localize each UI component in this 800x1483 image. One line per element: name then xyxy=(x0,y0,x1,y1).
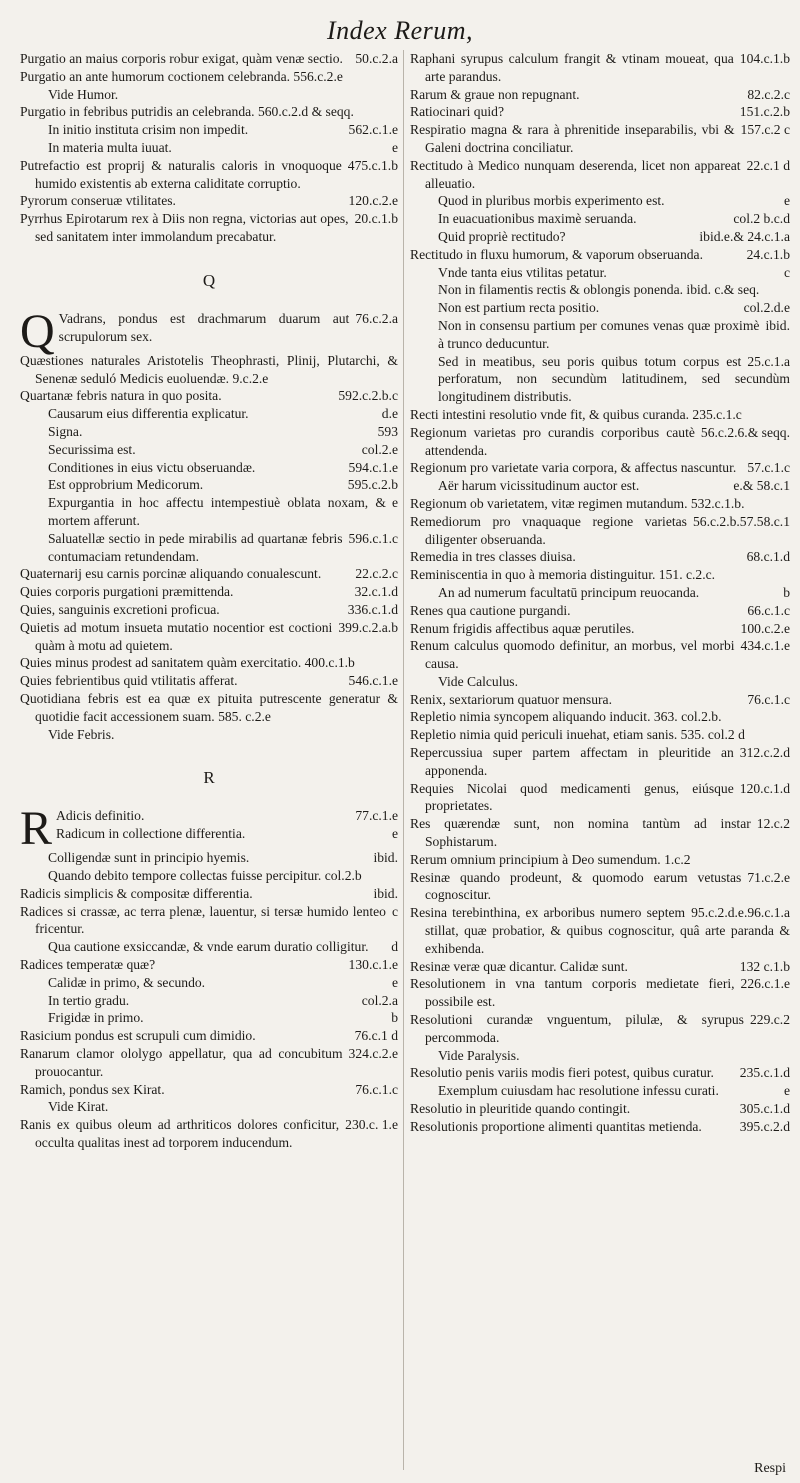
index-subentry xyxy=(410,264,790,282)
entry-ref: d.e xyxy=(381,406,398,422)
entry-text: Exemplum cuiusdam hac resolutione infessu curati. xyxy=(438,1083,719,1099)
entry-text: Resinæ quando prodeunt, & quomodo earum vetustas cognoscitur. xyxy=(410,869,742,903)
index-subentry xyxy=(410,299,790,317)
entry-ref: 226.c.1.e xyxy=(740,976,790,992)
entry-ref: 120.c.2.e xyxy=(348,193,398,209)
entry-text: In initio instituta crisim non impedit. xyxy=(48,122,249,138)
index-entry xyxy=(410,975,790,1011)
entry-text: Remediorum pro vnaquaque regione varietas diligenter obseruanda. xyxy=(410,513,687,547)
entry-text: Vide Febris. xyxy=(48,726,115,742)
entry-ref: col.2.d.e xyxy=(743,300,790,316)
entry-text: Ratiocinari quid? xyxy=(410,104,504,120)
entry-text: Res quærendæ sunt, non nomina tantùm ad instar Sophistarum. xyxy=(410,816,751,850)
entry-ref: 22.c.2.c xyxy=(355,566,398,582)
entry-ref: 594.c.1.e xyxy=(348,459,398,475)
entry-ref: 76.c.1.c xyxy=(355,1081,398,1097)
entry-ref: 68.c.1.d xyxy=(746,549,790,565)
entry-text: Aër harum vicissitudinum auctor est. xyxy=(438,478,640,494)
entry-ref: e xyxy=(391,139,398,155)
entry-text: Frigidæ in primo. xyxy=(48,1010,144,1026)
index-entry xyxy=(410,86,790,104)
index-entry xyxy=(20,601,398,619)
index-entry xyxy=(20,1116,398,1152)
entry-text: In materia multa iuuat. xyxy=(48,139,172,155)
entry-text: Radicis simplicis & compositæ differentia. xyxy=(20,885,253,901)
entry-ref: 100.c.2.e xyxy=(740,620,790,636)
index-entry xyxy=(20,192,398,210)
entry-ref: 592.c.2.b.c xyxy=(338,388,398,404)
entry-ref: e xyxy=(391,826,398,842)
index-entry xyxy=(410,406,790,424)
entry-ref: 120.c.1.d xyxy=(739,780,790,796)
entry-text: Quando debito tempore collectas fuisse percipitur. col.2.b xyxy=(48,868,362,884)
entry-text: Requies Nicolai quod medicamenti genus, eiúsque proprietates. xyxy=(410,780,734,814)
entry-ref: 595.c.2.b xyxy=(347,477,398,493)
index-subentry xyxy=(410,1047,790,1065)
entry-text: Quies minus prodest ad sanitatem quàm exercitatio. 400.c.1.b xyxy=(20,655,355,671)
entry-ref: 546.c.1.e xyxy=(348,673,398,689)
entry-text: Quid propriè rectitudo? xyxy=(438,228,566,244)
index-subentry xyxy=(20,494,398,530)
entry-ref: e xyxy=(391,495,398,511)
entry-text: Renum frigidis affectibus aquæ perutiles. xyxy=(410,620,635,636)
index-subentry xyxy=(410,210,790,228)
index-subentry xyxy=(20,459,398,477)
entry-text: Rectitudo à Medico nunquam deserenda, licet non appareat alleuatio. xyxy=(410,157,741,191)
entry-ref: 20.c.1.b xyxy=(354,211,398,227)
catchword: Respi xyxy=(754,1461,786,1476)
index-subentry xyxy=(20,441,398,459)
entry-text: Securissima est. xyxy=(48,441,136,457)
entry-text: Vadrans, pondus est drachmarum duarum aut scrupulorum sex. xyxy=(58,310,350,344)
index-entry xyxy=(410,602,790,620)
index-entry xyxy=(20,103,398,121)
index-entry xyxy=(20,885,398,903)
entry-text: Signa. xyxy=(48,423,83,439)
entry-text: Sed in meatibus, seu poris quibus totum corpus est perforatum, non secundùm latitudinem, sed secundùm longitudinem distributis. xyxy=(438,353,790,405)
entry-ref: 76.c.1 d xyxy=(354,1028,398,1044)
entry-ref: e.& 58.c.1 xyxy=(733,478,790,494)
entry-text: Quod in pluribus morbis experimento est. xyxy=(438,193,665,209)
entry-ref: 95.c.2.d.e.96.c.1.a xyxy=(691,905,790,921)
drop-cap-q: Q xyxy=(20,304,55,358)
index-subentry xyxy=(20,867,398,885)
entry-text: Recti intestini resolutio vnde fit, & quibus curanda. 235.c.1.c xyxy=(410,406,742,422)
entry-text: Respiratio magna & rara à phrenitide inseparabilis, vbi & Galeni doctrina conciliatur. xyxy=(410,122,735,155)
index-entry xyxy=(20,157,398,193)
entry-text: Renes qua cautione purgandi. xyxy=(410,602,571,618)
entry-text: Repercussiua super partem affectam in pleuritide an apponenda. xyxy=(410,745,734,778)
entry-text: Conditiones in eius victu obseruandæ. xyxy=(48,459,256,475)
entry-text: Colligendæ sunt in principio hyemis. xyxy=(48,850,250,866)
drop-cap-r: R xyxy=(20,802,53,856)
entry-ref: 434.c.1.e xyxy=(740,638,790,654)
entry-text: Vide Calculus. xyxy=(438,673,518,689)
entry-text: Renix, sextariorum quatuor mensura. xyxy=(410,691,612,707)
entry-text: An ad numerum facultatū principum reuocanda. xyxy=(438,584,700,600)
index-entry xyxy=(20,304,398,358)
entry-text: Quies corporis purgationi præmittenda. xyxy=(20,584,234,600)
index-subentry xyxy=(410,353,790,406)
index-subentry xyxy=(410,1082,790,1100)
entry-ref: col.2.a xyxy=(361,992,398,1008)
entry-text: Quaternarij esu carnis porcinæ aliquando conualescunt. xyxy=(20,566,322,582)
index-subentry xyxy=(410,317,790,353)
entry-text: Vide Paralysis. xyxy=(438,1047,520,1063)
entry-text: Rarum & graue non repugnant. xyxy=(410,86,580,102)
entry-ref: 235.c.1.d xyxy=(739,1065,790,1081)
index-entry xyxy=(410,744,790,780)
index-subentry xyxy=(410,477,790,495)
index-entry xyxy=(410,637,790,673)
index-entry xyxy=(20,1081,398,1099)
entry-text: Quies febrientibus quid vtilitatis afferat. xyxy=(20,673,238,689)
entry-ref: e xyxy=(783,193,790,209)
index-entry xyxy=(410,424,790,460)
entry-text: Quæstiones naturales Aristotelis Theophrasti, Plinij, Plutarchi, & Senenæ seduló Medicis euoluendæ. 9.c.2.e xyxy=(20,352,398,386)
index-entry xyxy=(410,620,790,638)
index-entry xyxy=(20,619,398,655)
index-entry xyxy=(410,103,790,121)
index-subentry xyxy=(20,825,398,849)
entry-text: Reminiscentia in quo à memoria distinguitur. 151. c.2.c. xyxy=(410,567,716,583)
entry-text: Regionum varietas pro curandis corporibus cautè attendenda. xyxy=(410,424,695,458)
index-entry xyxy=(410,1011,790,1047)
entry-ref: 66.c.1.c xyxy=(747,602,790,618)
index-subentry xyxy=(20,530,398,566)
entry-ref: 24.c.1.b xyxy=(746,246,790,262)
entry-ref: 230.c. 1.e xyxy=(345,1117,398,1133)
index-entry xyxy=(20,352,398,388)
entry-ref: 312.c.2.d xyxy=(739,745,790,761)
entry-text: Purgatio an maius corporis robur exigat, quàm venæ sectio. xyxy=(20,51,343,66)
index-entry xyxy=(410,513,790,549)
index-entry xyxy=(410,246,790,264)
entry-text: Resolutionis proportione alimenti quantitas metienda. xyxy=(410,1118,702,1134)
index-entry xyxy=(410,691,790,709)
entry-text: Renum calculus quomodo definitur, an morbus, vel morbi causa. xyxy=(410,638,735,672)
index-entry xyxy=(410,1118,790,1136)
entry-text: Repletio nimia quid periculi inuehat, etiam sanis. 535. col.2 d xyxy=(410,727,745,743)
entry-text: Resolutio penis variis modis fieri potest, quibus curatur. xyxy=(410,1065,714,1081)
index-subentry xyxy=(20,476,398,494)
entry-ref: 32.c.1.d xyxy=(354,584,398,600)
index-subentry xyxy=(20,1009,398,1027)
index-subentry xyxy=(20,726,398,744)
entry-ref: 130.c.1.e xyxy=(348,957,398,973)
index-subentry xyxy=(410,192,790,210)
entry-text: Ranarum clamor ololygo appellatur, qua ad concubitum prouocantur. xyxy=(20,1046,343,1079)
entry-text: Pyrrhus Epirotarum rex à Diis non regna, victorias aut opes, sed sanitatem inter immolandum precabatur. xyxy=(20,211,349,244)
index-subentry xyxy=(20,974,398,992)
entry-ref: 77.c.1.e xyxy=(355,808,398,824)
right-column xyxy=(410,50,790,1136)
entry-text: Quietis ad motum insueta mutatio nocentior est coctioni quàm à motu ad quietem. xyxy=(20,619,333,653)
entry-ref: d xyxy=(391,939,398,955)
entry-ref: b xyxy=(391,1010,398,1026)
index-entry xyxy=(20,1045,398,1081)
index-subentry xyxy=(410,584,790,602)
entry-ref: 22.c.1 d xyxy=(746,157,790,173)
index-entry xyxy=(410,780,790,816)
index-entry xyxy=(410,50,790,86)
index-entry xyxy=(20,583,398,601)
entry-ref: e xyxy=(783,1083,790,1099)
entry-text: Expurgantia in hoc affectu intempestiuè oblata noxam, & mortem afferunt. xyxy=(48,495,386,528)
section-heading-r: R xyxy=(203,768,215,788)
entry-text: Radices si crassæ, ac terra plenæ, lauentur, si tersæ humido lenteo fricentur. xyxy=(20,903,386,937)
index-entry xyxy=(20,387,398,405)
entry-ref: ibid. xyxy=(765,317,790,333)
entry-ref: 324.c.2.e xyxy=(348,1046,398,1062)
entry-ref: 305.c.1.d xyxy=(739,1101,790,1117)
entries-r-right xyxy=(410,50,790,1136)
entry-ref: 336.c.1.d xyxy=(347,601,398,617)
entry-text: Vide Humor. xyxy=(48,86,119,102)
entry-ref: b xyxy=(783,584,790,600)
entry-text: Resina terebinthina, ex arboribus numero septem stillat, quæ probatior, & quibus cognoscitur, quâ arte paranda & exhibenda. xyxy=(410,905,790,956)
entry-ref: ibid. xyxy=(373,885,398,901)
index-subentry xyxy=(20,405,398,423)
entry-ref: 56.c.2.b.57.58.c.1 xyxy=(692,513,790,529)
index-entry xyxy=(410,495,790,513)
entry-ref: 132 c.1.b xyxy=(739,958,790,974)
index-entry xyxy=(410,708,790,726)
left-column xyxy=(20,50,398,1152)
entry-ref: 12.c.2 xyxy=(756,816,790,832)
index-entry xyxy=(20,956,398,974)
index-entry xyxy=(410,121,790,157)
index-entry xyxy=(410,815,790,851)
index-entry xyxy=(20,654,398,672)
entry-text: In euacuationibus maximè seruanda. xyxy=(438,211,637,227)
index-subentry xyxy=(20,1098,398,1116)
entry-text: Resolutioni curandæ vnguentum, pilulæ, & syrupus percommoda. xyxy=(410,1012,744,1045)
entry-ref: c xyxy=(391,903,398,919)
entry-ref: 104.c.1.b xyxy=(739,51,790,66)
entry-text: Purgatio in febribus putridis an celebranda. 560.c.2.d & seqq. xyxy=(20,104,354,120)
entries-r xyxy=(20,825,398,1152)
index-entry xyxy=(20,68,398,86)
entry-ref: col.2.e xyxy=(361,441,398,457)
index-subentry xyxy=(20,938,398,956)
index-entry xyxy=(410,1064,790,1082)
index-entry xyxy=(20,50,398,68)
index-subentry xyxy=(410,228,790,246)
entry-ref: 475.c.1.b xyxy=(347,157,398,173)
index-entry xyxy=(410,157,790,193)
index-subentry xyxy=(20,849,398,867)
index-entry xyxy=(410,904,790,957)
entry-text: Causarum eius differentia explicatur. xyxy=(48,406,249,422)
entries-p xyxy=(20,50,398,246)
entry-ref: 157.c.2 c xyxy=(740,122,790,138)
entry-text: Adicis definitio. xyxy=(56,808,145,824)
index-entry xyxy=(410,1100,790,1118)
entry-text: Rerum omnium principium à Deo sumendum. 1.c.2 xyxy=(410,851,691,867)
entry-ref: 25.c.1.a xyxy=(747,353,790,369)
entry-text: Repletio nimia syncopem aliquando inducit. 363. col.2.b. xyxy=(410,709,722,725)
entry-text: Non in filamentis rectis & oblongis ponenda. ibid. c.& seq. xyxy=(438,282,760,298)
index-entry xyxy=(410,851,790,869)
entry-text: Putrefactio est proprij & naturalis caloris in vnoquoque humido existentis ab externa caliditate corruptio. xyxy=(20,157,342,191)
index-entry xyxy=(20,1027,398,1045)
entry-ref: 395.c.2.d xyxy=(739,1118,790,1134)
entry-text: Qua cautione exsiccandæ, & vnde earum duratio colligitur. xyxy=(48,939,369,955)
entry-ref: e xyxy=(391,974,398,990)
entry-text: Quartanæ febris natura in quo posita. xyxy=(20,388,222,404)
entry-text: Calidæ in primo, & secundo. xyxy=(48,974,206,990)
index-subentry xyxy=(20,992,398,1010)
entry-text: Est opprobrium Medicorum. xyxy=(48,477,204,493)
entry-ref: 229.c.2 xyxy=(749,1012,790,1028)
entry-ref: 151.c.2.b xyxy=(739,104,790,120)
entry-text: Resinæ veræ quæ dicantur. Calidæ sunt. xyxy=(410,958,628,974)
entry-text: Resolutionem in vna tantum corporis medietate fieri, possibile est. xyxy=(410,976,735,1010)
index-entry xyxy=(410,726,790,744)
entry-text: Saluatellæ sectio in pede mirabilis ad quartanæ febris contumaciam retundendam. xyxy=(48,530,343,564)
index-entry xyxy=(20,565,398,583)
entry-ref: 562.c.1.e xyxy=(348,122,398,138)
entry-ref: 596.c.1.c xyxy=(348,530,398,546)
entries-q xyxy=(20,352,398,744)
entry-ref: ibid.e.& 24.c.1.a xyxy=(699,228,790,244)
index-entry xyxy=(20,903,398,939)
entry-ref: 50.c.2.a xyxy=(355,51,398,66)
index-entry xyxy=(410,869,790,905)
column-divider xyxy=(403,50,404,1470)
entry-text: Raphani syrupus calculum frangit & vtinam moueat, qua arte parandus. xyxy=(410,51,734,84)
entry-text: Rasicium pondus est scrupuli cum dimidio. xyxy=(20,1028,256,1044)
index-subentry xyxy=(20,86,398,104)
entry-text: Remedia in tres classes diuisa. xyxy=(410,549,576,565)
entry-text: Rectitudo in fluxu humorum, & vaporum obseruanda. xyxy=(410,246,703,262)
entry-text: Ranis ex quibus oleum ad arthriticos dolores conficitur, occulta qualitas inest ad torporem inducendum. xyxy=(20,1117,340,1151)
entry-ref: ibid. xyxy=(373,850,398,866)
entry-ref: 57.c.1.c xyxy=(747,460,790,476)
entry-ref: 56.c.2.6.& seqq. xyxy=(700,424,790,440)
entry-ref: 76.c.1.c xyxy=(747,691,790,707)
entry-text: Pyrorum conseruæ vtilitates. xyxy=(20,193,176,209)
entry-text: Regionum ob varietatem, vitæ regimen mutandum. 532.c.1.b. xyxy=(410,495,745,511)
entry-text: Ramich, pondus sex Kirat. xyxy=(20,1081,165,1097)
index-subentry xyxy=(20,423,398,441)
entry-text: Regionum pro varietate varia corpora, & affectus nascuntur. xyxy=(410,460,737,476)
entry-ref: col.2 b.c.d xyxy=(733,211,790,227)
index-subentry xyxy=(20,121,398,139)
entry-text: Quotidiana febris est ea quæ ex pituita putrescente generatur & quotidie facit accessionem suam. 585. c.2.e xyxy=(20,690,398,724)
entry-text: Vide Kirat. xyxy=(48,1099,109,1115)
index-entry xyxy=(20,690,398,726)
entry-ref: 71.c.2.e xyxy=(747,869,790,885)
index-subentry xyxy=(410,673,790,691)
entry-text: Radicum in collectione differentia. xyxy=(56,826,246,842)
entry-ref: 82.c.2.c xyxy=(747,86,790,102)
section-heading-q: Q xyxy=(202,270,216,290)
entry-text: Vnde tanta eius vtilitas petatur. xyxy=(438,264,607,280)
index-entry xyxy=(410,566,790,584)
entry-text: Resolutio in pleuritide quando contingit. xyxy=(410,1101,631,1117)
entry-ref: 593 xyxy=(377,423,398,439)
entry-ref: 76.c.2.a xyxy=(355,310,398,326)
index-entry xyxy=(20,210,398,246)
entry-ref: c xyxy=(783,264,790,280)
entry-text: Purgatio an ante humorum coctionem celebranda. 556.c.2.e xyxy=(20,68,343,84)
index-entry xyxy=(410,459,790,477)
entry-ref: 399.c.2.a.b xyxy=(338,619,398,635)
entry-text: In tertio gradu. xyxy=(48,992,130,1008)
entry-text: Non est partium recta positio. xyxy=(438,300,600,316)
entry-text: Non in consensu partium per comunes venas quæ proximè à trunco deducuntur. xyxy=(438,317,760,351)
page-title: Index Rerum, xyxy=(326,16,474,45)
index-entry xyxy=(410,548,790,566)
entry-text: Radices temperatæ quæ? xyxy=(20,957,156,973)
index-entry xyxy=(20,672,398,690)
index-entry xyxy=(410,958,790,976)
index-subentry xyxy=(410,281,790,299)
index-subentry xyxy=(20,139,398,157)
entry-text: Quies, sanguinis excretioni proficua. xyxy=(20,601,220,617)
